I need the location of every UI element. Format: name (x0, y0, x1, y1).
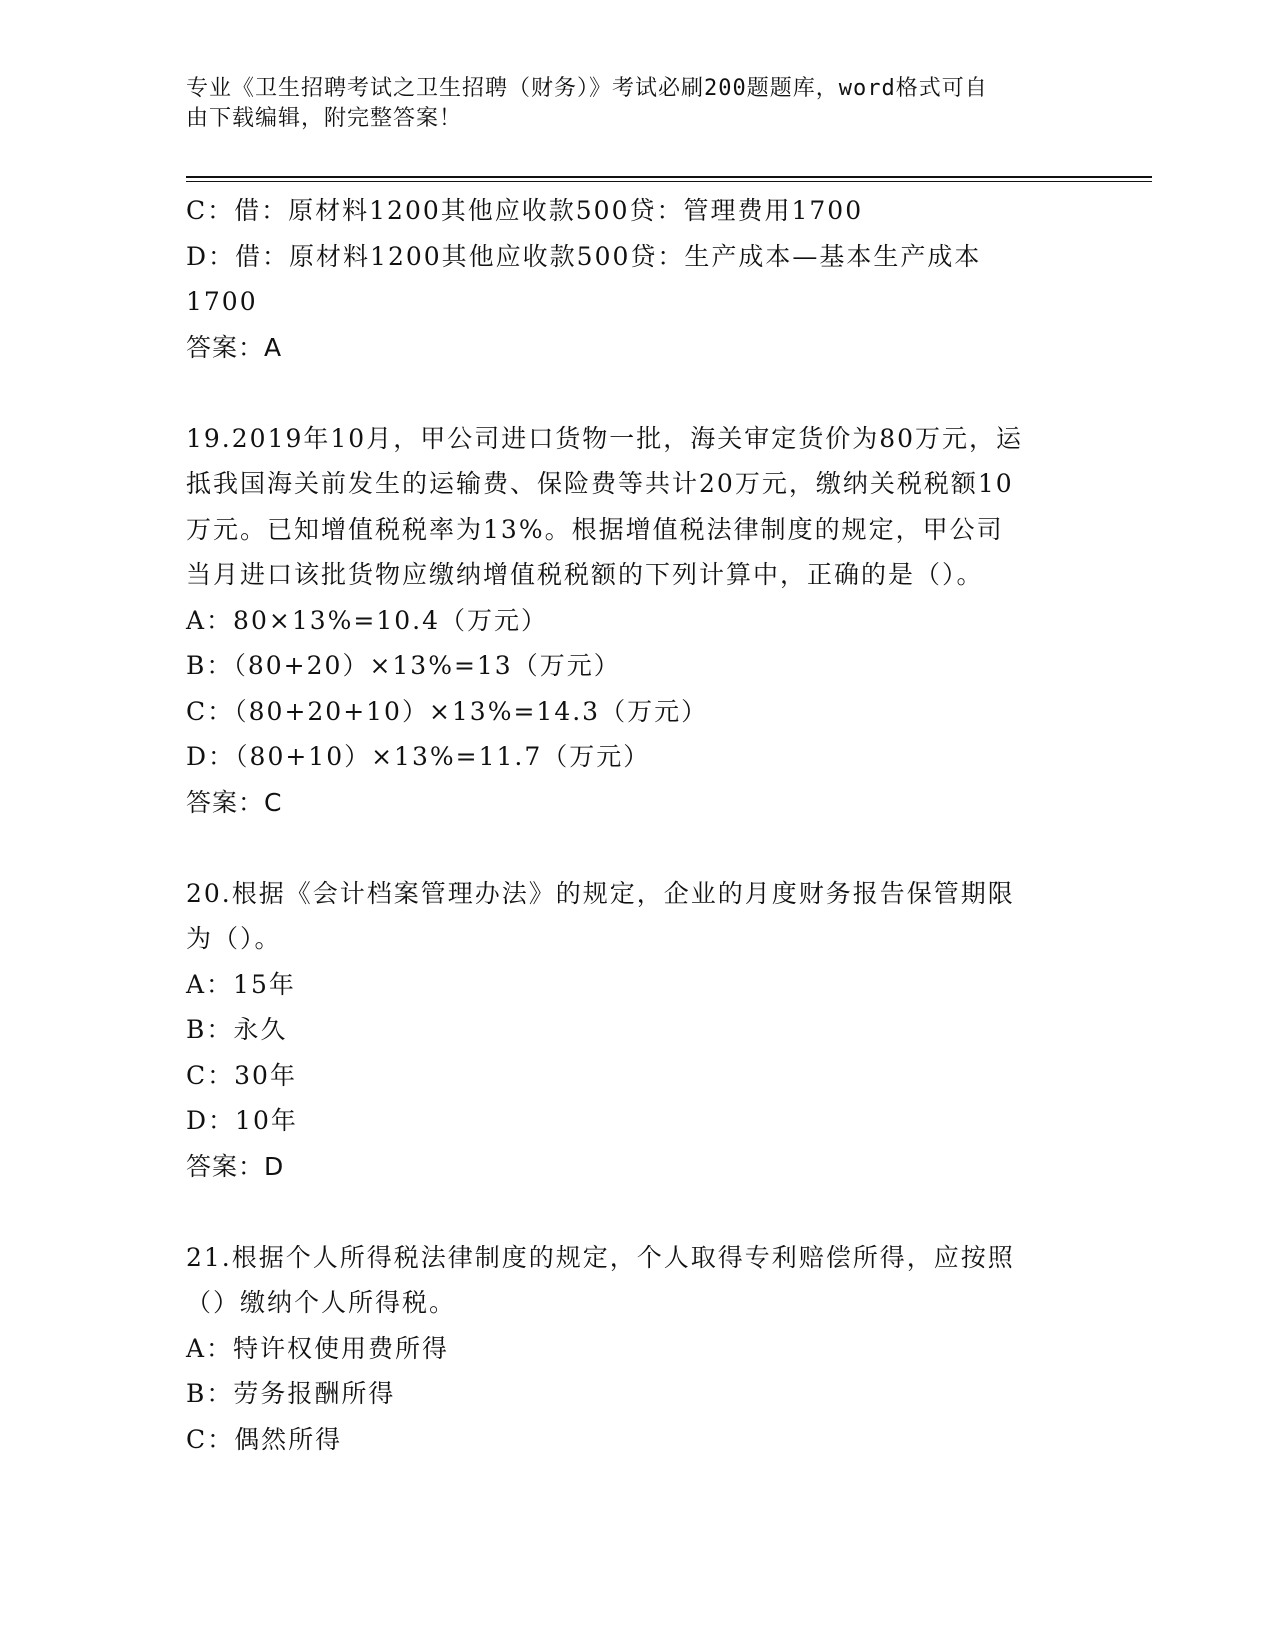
option-c: C：借：原材料1200其他应收款500贷：管理费用1700 (186, 196, 864, 225)
answer (186, 780, 1066, 826)
question-18-continued (186, 188, 1066, 370)
question-stem-line: 抵我国海关前发生的运输费、保险费等共计20万元，缴纳关税税额10 (186, 469, 1014, 498)
question-stem-line: 当月进口该批货物应缴纳增值税税额的下列计算中，正确的是（）。 (186, 560, 984, 589)
spacer (186, 1189, 1066, 1235)
spacer (186, 825, 1066, 871)
answer-value: A (264, 332, 283, 362)
answer-value: C (264, 787, 283, 817)
answer-label: 答案： (186, 1151, 265, 1181)
question-19 (186, 416, 1066, 826)
question-stem-line: 20.根据《会计档案管理办法》的规定，企业的月度财务报告保管期限 (186, 878, 1015, 908)
option-b: B：（80+20）×13%=13（万元） (186, 651, 621, 680)
option-d-continued: 1700 (186, 287, 258, 316)
option-c: C：（80+20+10）×13%=14.3（万元） (186, 696, 709, 726)
answer (186, 325, 1066, 371)
spacer (186, 370, 1066, 416)
option-b: B：劳务报酬所得 (186, 1379, 396, 1408)
document-body (186, 188, 1066, 1462)
question-stem-line: 19.2019年10月，甲公司进口货物一批，海关审定货价为80万元，运 (186, 423, 1024, 453)
answer-label: 答案： (186, 332, 265, 362)
answer (186, 1144, 1066, 1190)
answer-label: 答案： (186, 787, 265, 817)
option-a: A：15年 (186, 969, 296, 999)
option-d: D：借：原材料1200其他应收款500贷：生产成本—基本生产成本 (186, 241, 982, 271)
option-c: C：偶然所得 (186, 1424, 343, 1454)
question-stem-line: 万元。已知增值税税率为13%。根据增值税法律制度的规定，甲公司 (186, 514, 1004, 544)
header-title-line-1: 专业《卫生招聘考试之卫生招聘（财务）》考试必刷200题题库，word格式可自 (186, 76, 988, 101)
document-header (186, 74, 1066, 134)
option-b: B：永久 (186, 1015, 288, 1044)
option-d: D：10年 (186, 1106, 298, 1135)
question-stem-line: 为（）。 (186, 924, 282, 953)
option-c: C：30年 (186, 1060, 297, 1090)
option-a: A：80×13%=10.4（万元） (186, 605, 548, 635)
option-d: D：（80+10）×13%=11.7（万元） (186, 742, 651, 771)
answer-value: D (264, 1151, 285, 1181)
header-divider-thick (186, 176, 1152, 178)
option-a: A：特许权使用费所得 (186, 1333, 450, 1363)
question-stem-line: （）缴纳个人所得税。 (186, 1288, 457, 1317)
question-21 (186, 1235, 1066, 1463)
question-20 (186, 871, 1066, 1190)
header-title-line-2: 由下载编辑，附完整答案！ (186, 106, 463, 131)
question-stem-line: 21.根据个人所得税法律制度的规定，个人取得专利赔偿所得，应按照 (186, 1242, 1015, 1272)
header-divider-thin (186, 181, 1152, 182)
